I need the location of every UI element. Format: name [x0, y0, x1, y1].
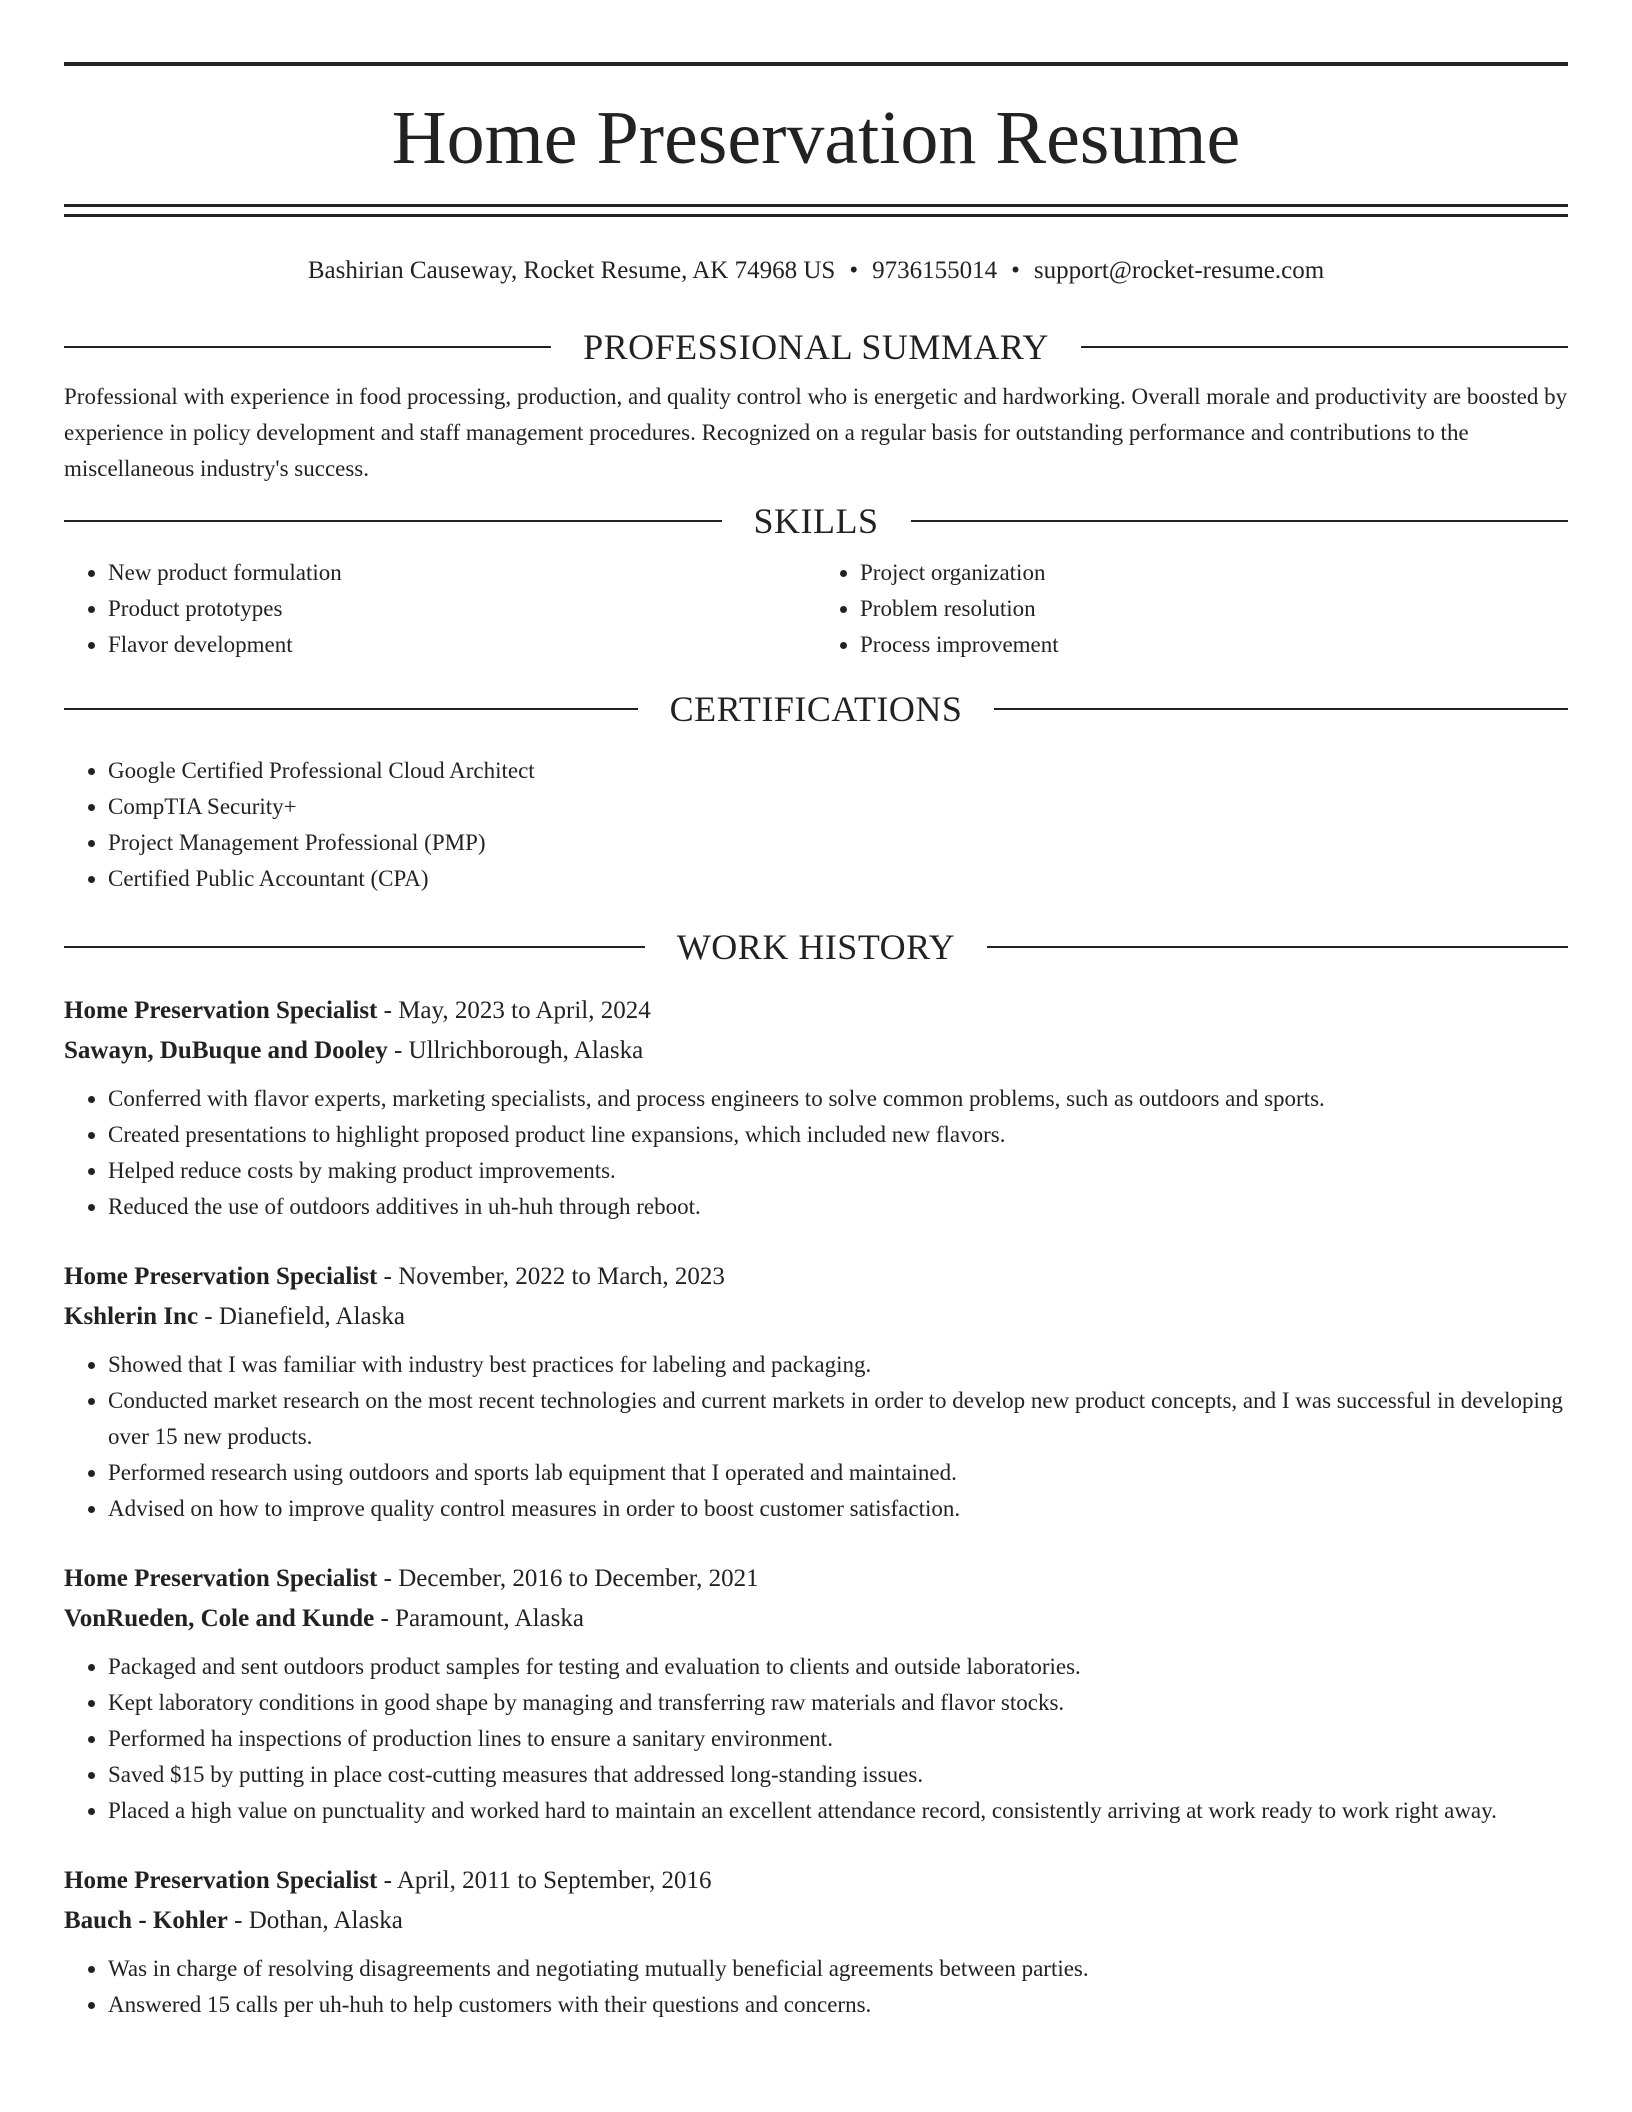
job-title: Home Preservation Specialist: [64, 1565, 378, 1592]
contact-separator: •: [849, 257, 859, 284]
top-rule: [64, 62, 1568, 66]
skill-item: • Process improvement: [860, 627, 1568, 663]
heading-line-left: [64, 946, 645, 948]
skills-list-left: [64, 555, 816, 663]
certifications-heading: [64, 689, 1568, 729]
job-bullet: • Was in charge of resolving disagreements and negotiating mutually beneficial agreements between parties.: [108, 1951, 1568, 1987]
skills-heading: [64, 501, 1568, 541]
job-dates: November, 2022 to March, 2023: [398, 1263, 725, 1290]
job-dates: December, 2016 to December, 2021: [398, 1565, 759, 1592]
job-bullet: • Reduced the use of outdoors additives in uh-huh through reboot.: [108, 1189, 1568, 1225]
job-bullet: • Conferred with flavor experts, marketing specialists, and process engineers to solve common problems, such as outdoors and sports.: [108, 1081, 1568, 1117]
job-dates: May, 2023 to April, 2024: [398, 997, 651, 1024]
heading-line-right: [911, 520, 1569, 522]
job-bullet: • Saved $15 by putting in place cost-cutting measures that addressed long-standing issues.: [108, 1757, 1568, 1793]
job-bullet: • Showed that I was familiar with industry best practices for labeling and packaging.: [108, 1347, 1568, 1383]
job-bullets: [64, 1951, 1568, 2023]
job-company: VonRueden, Cole and Kunde: [64, 1605, 375, 1632]
skill-item: • Flavor development: [108, 627, 816, 663]
job-dates: April, 2011 to September, 2016: [396, 1867, 712, 1894]
job-company-line: Bauch - Kohler - Dothan, Alaska: [64, 1907, 403, 1934]
job-location: Dothan, Alaska: [248, 1907, 403, 1934]
heading-line-left: [64, 346, 551, 348]
resume-page: [64, 0, 1568, 2023]
skill-item: • Project organization: [860, 555, 1568, 591]
skill-item: • Product prototypes: [108, 591, 816, 627]
certifications-list: [64, 753, 1568, 897]
summary-text: Professional with experience in food processing, production, and quality control who is energetic and hardworking. Overall morale and productivity are boosted by experience in policy development and staff management procedures. Recognized on a regular basis for outstanding performance and contributions to the miscellaneous industry's success.: [64, 384, 1568, 481]
job-bullet: • Packaged and sent outdoors product samples for testing and evaluation to clients and outside laboratories.: [108, 1649, 1568, 1685]
contact-phone: 9736155014: [872, 257, 998, 284]
job-title-line: Home Preservation Specialist - April, 2011 to September, 2016: [64, 1867, 712, 1894]
job-company-line: Kshlerin Inc - Dianefield, Alaska: [64, 1303, 405, 1330]
job-company: Bauch - Kohler: [64, 1907, 228, 1934]
heading-line-right: [994, 708, 1568, 710]
job-company: Sawayn, DuBuque and Dooley: [64, 1037, 388, 1064]
work-heading: [64, 927, 1568, 967]
job-title-line: Home Preservation Specialist - December, 2016 to December, 2021: [64, 1565, 759, 1592]
job-bullet: • Kept laboratory conditions in good shape by managing and transferring raw materials and flavor stocks.: [108, 1685, 1568, 1721]
certification-item: • Certified Public Accountant (CPA): [108, 861, 1568, 897]
certifications-heading-label: CERTIFICATIONS: [669, 689, 963, 729]
job-company-line: Sawayn, DuBuque and Dooley - Ullrichborough, Alaska: [64, 1037, 644, 1064]
heading-line-left: [64, 708, 638, 710]
job-title: Home Preservation Specialist: [64, 997, 378, 1024]
resume-title: Home Preservation Resume: [391, 96, 1241, 180]
certification-item: • CompTIA Security+: [108, 789, 1568, 825]
contact-address: Bashirian Causeway, Rocket Resume, AK 74968 US: [307, 257, 836, 284]
skills-heading-label: SKILLS: [753, 501, 879, 541]
job-bullets: [64, 1347, 1568, 1527]
job-bullet: • Performed ha inspections of production lines to ensure a sanitary environment.: [108, 1721, 1568, 1757]
job-entry: [64, 991, 1568, 1225]
skills-list-right: [816, 555, 1568, 663]
title-double-rule: [64, 204, 1568, 217]
job-bullets: [64, 1081, 1568, 1225]
work-heading-label: WORK HISTORY: [676, 927, 956, 967]
summary-heading: [64, 327, 1568, 367]
job-title-line: Home Preservation Specialist - May, 2023 to April, 2024: [64, 997, 651, 1024]
job-bullet: • Answered 15 calls per uh-huh to help customers with their questions and concerns.: [108, 1987, 1568, 2023]
job-bullet: • Performed research using outdoors and sports lab equipment that I operated and maintained.: [108, 1455, 1568, 1491]
top-spacer: [64, 0, 1568, 62]
heading-line-right: [1081, 346, 1568, 348]
job-title: Home Preservation Specialist: [64, 1263, 378, 1290]
job-company-line: VonRueden, Cole and Kunde - Paramount, Alaska: [64, 1605, 584, 1632]
job-bullets: [64, 1649, 1568, 1829]
skill-item: • New product formulation: [108, 555, 816, 591]
job-location: Dianefield, Alaska: [218, 1303, 405, 1330]
job-entry: [64, 1559, 1568, 1829]
job-location: Paramount, Alaska: [395, 1605, 584, 1632]
certification-item: • Project Management Professional (PMP): [108, 825, 1568, 861]
job-title: Home Preservation Specialist: [64, 1867, 378, 1894]
heading-line-left: [64, 520, 722, 522]
job-bullet: • Conducted market research on the most recent technologies and current markets in order to develop new product concepts, and I was successful in developing over 15 new products.: [108, 1383, 1568, 1455]
contact-email: support@rocket-resume.com: [1033, 257, 1325, 284]
job-title-line: Home Preservation Specialist - November, 2022 to March, 2023: [64, 1263, 725, 1290]
job-company: Kshlerin Inc: [64, 1303, 199, 1330]
summary-heading-label: PROFESSIONAL SUMMARY: [583, 327, 1049, 367]
job-entry: [64, 1861, 1568, 2023]
skill-item: • Problem resolution: [860, 591, 1568, 627]
contact-separator: •: [1011, 257, 1020, 284]
job-entry: [64, 1257, 1568, 1527]
contact-line: [64, 253, 1568, 289]
skills-grid: [64, 555, 1568, 663]
certification-item: • Google Certified Professional Cloud Architect: [108, 753, 1568, 789]
job-location: Ullrichborough, Alaska: [408, 1037, 644, 1064]
heading-line-right: [987, 946, 1568, 948]
job-bullet: • Created presentations to highlight proposed product line expansions, which included new flavors.: [108, 1117, 1568, 1153]
job-bullet: • Helped reduce costs by making product improvements.: [108, 1153, 1568, 1189]
job-bullet: • Placed a high value on punctuality and worked hard to maintain an excellent attendance record, consistently arriving at work ready to work right away.: [108, 1793, 1568, 1829]
job-bullet: • Advised on how to improve quality control measures in order to boost customer satisfaction.: [108, 1491, 1568, 1527]
